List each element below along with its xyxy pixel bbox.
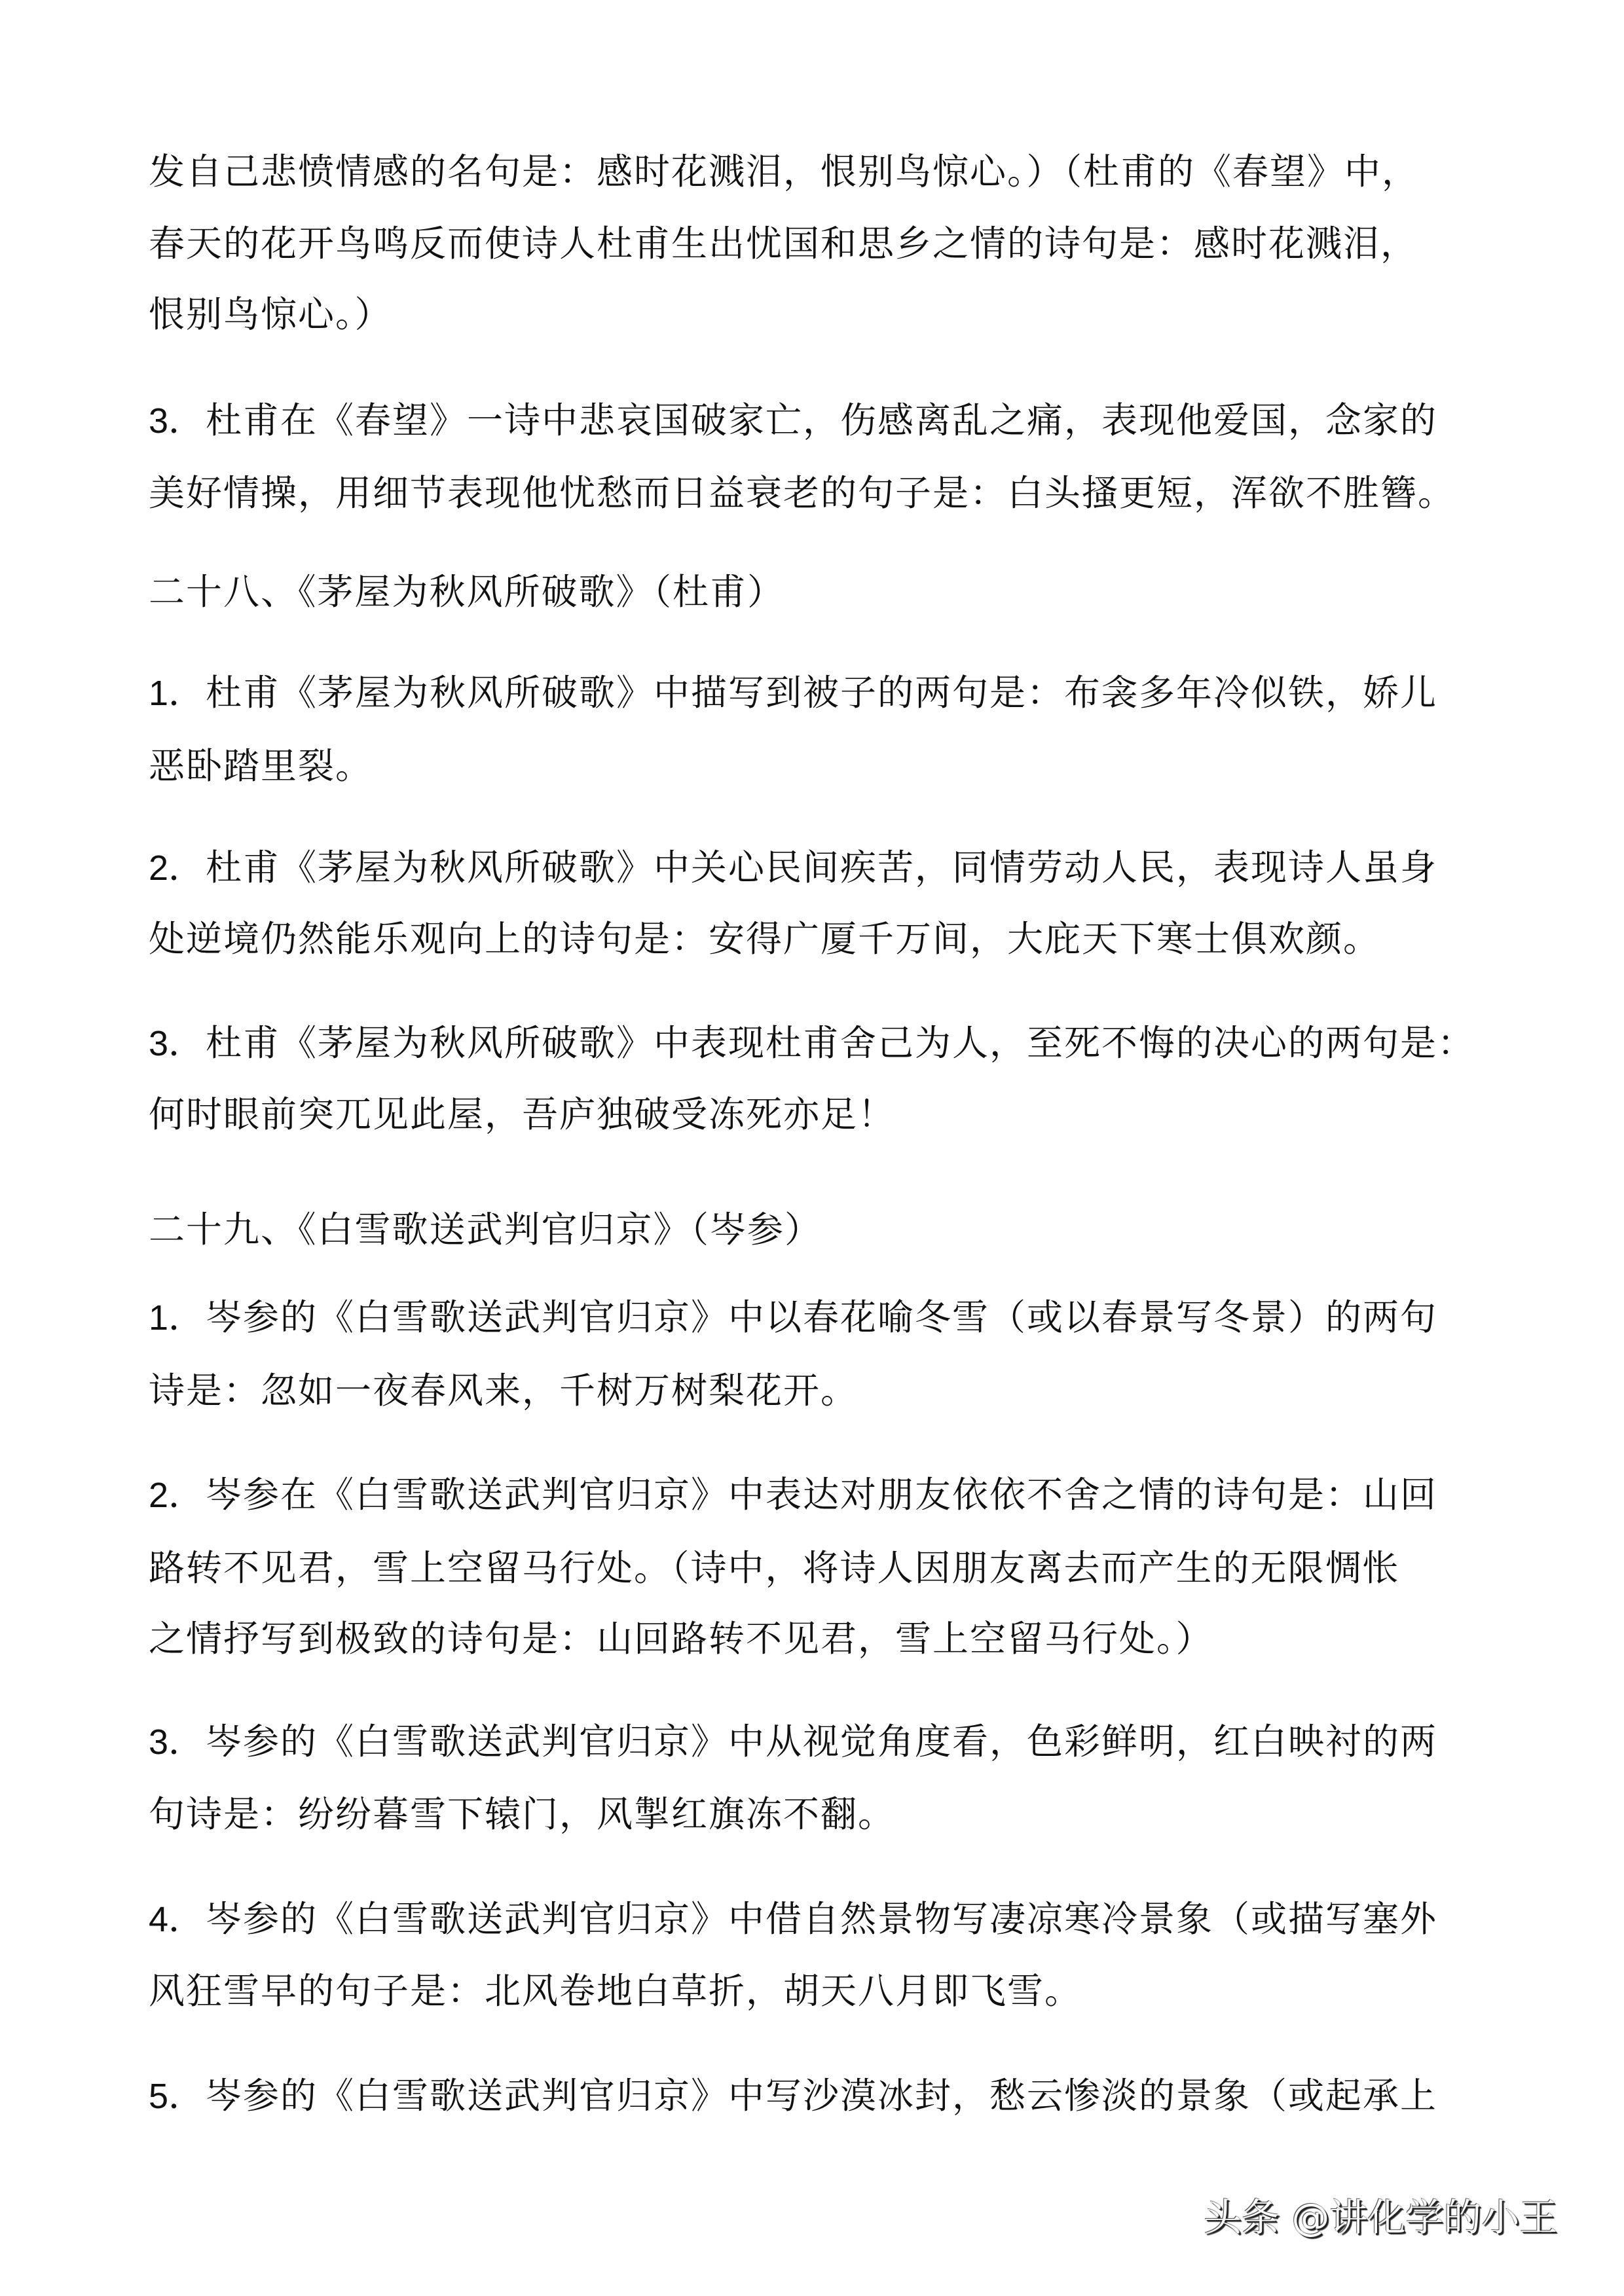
line-text: ．岑参的《白雪歌送武判官归京》中以春花喻冬雪（或以春景写冬景）的两句	[168, 1296, 1438, 1338]
line-text: ．岑参在《白雪歌送武判官归京》中表达对朋友依依不舍之情的诗句是：山回	[168, 1474, 1438, 1516]
item-number: 1	[149, 1298, 169, 1338]
line-text: ．杜甫《茅屋为秋风所破歌》中关心民间疾苦，同情劳动人民，表现诗人虽身	[168, 847, 1438, 888]
paragraph-line	[149, 1545, 1511, 1591]
line-text: 春天的花开鸟鸣反而使诗人杜甫生出忧国和思乡之情的诗句是：感时花溅泪，	[149, 223, 1418, 264]
paragraph-line	[149, 1091, 1511, 1137]
item-number: 3	[149, 401, 169, 441]
line-text: 风狂雪早的句子是：北风卷地白草折，胡天八月即飞雪。	[149, 1970, 1082, 2012]
line-text: 诗是：忽如一夜春风来，千树万树梨花开。	[149, 1370, 858, 1412]
item-number: 5	[149, 2077, 169, 2116]
paragraph-line	[149, 149, 1511, 194]
list-item-line	[149, 397, 1511, 443]
section-heading	[149, 569, 1511, 615]
item-number: 2	[149, 848, 169, 888]
paragraph-line	[149, 916, 1511, 962]
paragraph-line	[149, 1968, 1511, 2014]
line-text: 处逆境仍然能乐观向上的诗句是：安得广厦千万间，大庇天下寒士俱欢颜。	[149, 918, 1381, 960]
list-item-line	[149, 2073, 1511, 2119]
watermark-text: 头条 @讲化学的小王	[1204, 2195, 1558, 2240]
line-text: 句诗是：纷纷暮雪下辕门，风掣红旗冻不翻。	[149, 1793, 896, 1835]
paragraph-line	[149, 1616, 1511, 1662]
line-text: 恶卧踏里裂。	[149, 745, 373, 787]
list-item-line	[149, 1896, 1511, 1942]
list-item-line	[149, 1294, 1511, 1340]
list-item-line	[149, 1020, 1511, 1066]
list-item-line	[149, 845, 1511, 890]
item-number: 2	[149, 1476, 169, 1515]
list-item-line	[149, 1719, 1511, 1764]
item-number: 1	[149, 674, 169, 713]
paragraph-line	[149, 743, 1511, 789]
line-text: ．岑参的《白雪歌送武判官归京》中写沙漠冰封，愁云惨淡的景象（或起承上	[168, 2075, 1438, 2117]
list-item-line	[149, 1472, 1511, 1518]
paragraph-line	[149, 291, 1511, 337]
line-text: 何时眼前突兀见此屋，吾庐独破受冻死亦足！	[149, 1093, 896, 1135]
list-item-line	[149, 670, 1511, 716]
line-text: ．岑参的《白雪歌送武判官归京》中借自然景物写凄凉寒冷景象（或描写塞外	[168, 1898, 1438, 1940]
line-text: 发自己悲愤情感的名句是：感时花溅泪，恨别鸟惊心。）（杜甫的《春望》中，	[149, 151, 1420, 192]
paragraph-line	[149, 470, 1511, 516]
paragraph-line	[149, 1368, 1511, 1413]
item-number: 3	[149, 1024, 169, 1063]
watermark	[1204, 2195, 1557, 2240]
line-text: ．杜甫在《春望》一诗中悲哀国破家亡，伤感离乱之痛，表现他爱国，念家的	[168, 399, 1438, 441]
line-text: 美好情操，用细节表现他忧愁而日益衰老的句子是：白头搔更短，浑欲不胜簪。	[149, 472, 1456, 514]
item-number: 4	[149, 1900, 169, 1939]
paragraph-line	[149, 1791, 1511, 1837]
line-text: ．杜甫《茅屋为秋风所破歌》中表现杜甫舍己为人，至死不悔的决心的两句是：	[168, 1022, 1475, 1064]
paragraph-line	[149, 221, 1511, 266]
line-text: 之情抒写到极致的诗句是：山回路转不见君，雪上空留马行处。）	[149, 1618, 1213, 1660]
heading-text: 二十八、《茅屋为秋风所破歌》（杜甫）	[149, 571, 785, 613]
line-text: 路转不见君，雪上空留马行处。（诗中，将诗人因朋友离去而产生的无限惆怅	[149, 1547, 1400, 1589]
line-text: ．杜甫《茅屋为秋风所破歌》中描写到被子的两句是：布衾多年冷似铁，娇儿	[168, 672, 1438, 714]
line-text: ．岑参的《白雪歌送武判官归京》中从视觉角度看，色彩鲜明，红白映衬的两	[168, 1721, 1438, 1762]
section-heading	[149, 1207, 1511, 1252]
item-number: 3	[149, 1722, 169, 1762]
heading-text: 二十九、《白雪歌送武判官归京》（岑参）	[149, 1209, 822, 1250]
line-text: 恨别鸟惊心。）	[149, 293, 392, 335]
